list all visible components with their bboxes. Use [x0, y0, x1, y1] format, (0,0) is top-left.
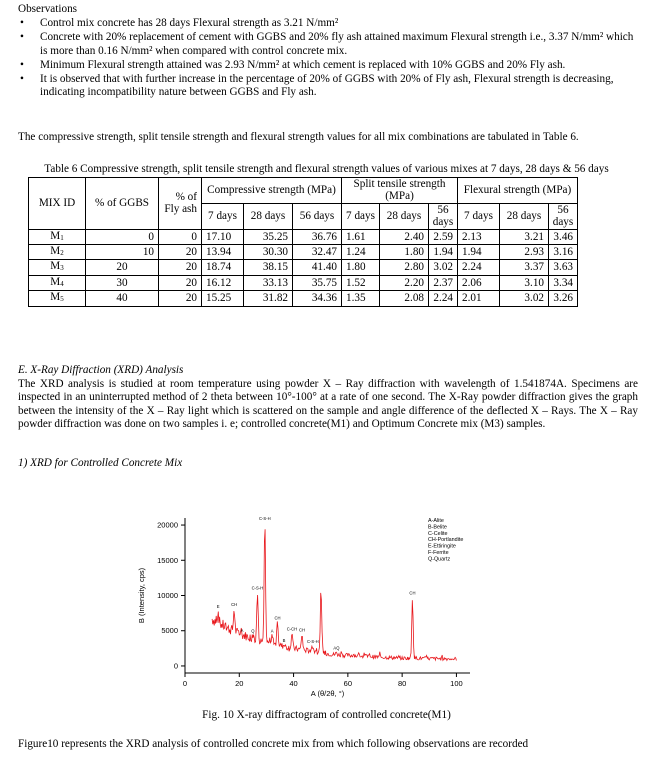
table-row: [29, 229, 578, 244]
ggbs-cell: 0: [86, 229, 159, 244]
section-e-heading: E. X-Ray Diffraction (XRD) Analysis: [18, 364, 184, 376]
age-header: 56 days: [549, 203, 578, 229]
ggbs-cell: 20: [86, 260, 159, 275]
value-cell: 3.21: [500, 229, 549, 244]
value-cell: 1.24: [342, 245, 380, 260]
value-cell: 1.52: [342, 275, 380, 290]
xrd-trace: [212, 529, 456, 660]
group-header-flexural: Flexural strength (MPa): [458, 178, 578, 204]
legend-entry: B-Belite: [428, 524, 447, 531]
legend-entry: CH-Portlandite: [428, 537, 464, 544]
value-cell: 31.82: [244, 291, 293, 306]
peak-label: C-S-H: [258, 515, 271, 521]
bullet-text: Minimum Flexural strength attained was 2.93 N/mm² at which cement is replaced with 10% GGBS and 20% Fly ash.: [40, 58, 566, 71]
value-cell: 33.13: [244, 275, 293, 290]
col-header-ggbs: % of GGBS: [86, 178, 159, 230]
value-cell: 38.15: [244, 260, 293, 275]
x-tick-label: 20: [235, 679, 244, 688]
peak-label: C-S-H: [307, 639, 319, 645]
value-cell: 16.12: [202, 275, 244, 290]
value-cell: 41.40: [293, 260, 342, 275]
value-cell: 2.24: [429, 291, 458, 306]
bullet-text: Concrete with 20% replacement of cement with GGBS and 20% fly ash attained maximum Flexural strength i.e., 3.37 N/mm² which is more than 0.16 N/mm² when compared with control concrete mix.: [40, 31, 634, 57]
xrd-paragraph: The XRD analysis is studied at room temperature using powder X – Ray diffraction with wavelength of 1.541874A. Specimens are inspected in an uninterrupted method of 2 theta between 10°-100° at a rate of one second. The X-Ray powder diffraction gives the graph between the intensity of the X – Ray light which is scattered on the sample and angle difference of the deflected X – Rays. The X – Ray powder diffraction was done on two samples i. e; controlled concrete(M1) and Optimum Concrete mix (M3) samples.: [18, 378, 638, 430]
peak-label: CH: [231, 601, 238, 607]
flyash-cell: 20: [159, 260, 202, 275]
legend-entry: F-Ferrite: [428, 550, 449, 556]
table-row: [29, 275, 578, 290]
group-header-split-tensile: Split tensile strength (MPa): [342, 178, 458, 204]
value-cell: 35.25: [244, 229, 293, 244]
value-cell: 3.34: [549, 275, 578, 290]
value-cell: 13.94: [202, 245, 244, 260]
flyash-cell: 20: [159, 245, 202, 260]
value-cell: 3.63: [549, 260, 578, 275]
value-cell: 2.01: [458, 291, 500, 306]
value-cell: 2.08: [380, 291, 429, 306]
subsection-heading: 1) XRD for Controlled Concrete Mix: [18, 457, 183, 469]
observations-title: Observations: [18, 3, 78, 15]
x-tick-label: 80: [397, 679, 407, 688]
legend-entry: Q-Quartz: [428, 556, 451, 563]
flyash-cell: 20: [159, 291, 202, 306]
y-tick-label: 15000: [157, 555, 178, 565]
group-header-compressive: Compressive strength (MPa): [202, 178, 342, 204]
age-header: 7 days: [342, 203, 380, 229]
value-cell: 3.10: [500, 275, 549, 290]
xrd-chart: [128, 510, 508, 698]
bullet-text: Control mix concrete has 28 days Flexural strength as 3.21 N/mm²: [40, 17, 339, 29]
list-item: [18, 73, 643, 100]
peak-label: CH: [298, 627, 306, 633]
x-tick-label: 100: [450, 679, 463, 688]
value-cell: 34.36: [293, 291, 342, 306]
value-cell: 1.61: [342, 229, 380, 244]
value-cell: 2.93: [500, 245, 549, 260]
flyash-cell: 0: [159, 229, 202, 244]
after-figure-paragraph: Figure10 represents the XRD analysis of controlled concrete mix from which following observations are recorded: [18, 738, 529, 750]
peak-label: A: [270, 628, 274, 634]
peak-label: AQ: [333, 645, 340, 651]
value-cell: 2.80: [380, 260, 429, 275]
value-cell: 2.24: [458, 260, 500, 275]
value-cell: 3.16: [549, 245, 578, 260]
value-cell: 3.02: [500, 291, 549, 306]
bullet-text: It is observed that with further increase in the percentage of 20% of GGBS with 20% of Fly ash, Flexural strength is decreasing, indicating incompatibility nature between GGBS and Fly ash.: [40, 73, 614, 99]
peak-label: A: [240, 627, 244, 633]
age-header: 28 days: [380, 203, 429, 229]
y-tick-label: 0: [173, 661, 178, 671]
ggbs-cell: 40: [86, 291, 159, 306]
value-cell: 2.06: [458, 275, 500, 290]
age-header: 28 days: [500, 203, 549, 229]
table-caption: Table 6 Compressive strength, split tensile strength and flexural strength values of various mixes at 7 days, 28 days & 56 days: [44, 163, 609, 175]
legend-entry: E-Ettiringite: [428, 543, 456, 550]
ggbs-cell: 30: [86, 275, 159, 290]
value-cell: 1.35: [342, 291, 380, 306]
bullet-icon: •: [20, 58, 24, 71]
x-tick-label: 60: [343, 679, 353, 688]
table-intro-paragraph: The compressive strength, split tensile strength and flexural strength values for all mix combinations are tabulated in Table 6.: [18, 131, 579, 143]
value-cell: 1.94: [458, 245, 500, 260]
mix-id-cell: $M_5$: [29, 291, 86, 306]
peak-label: CH: [274, 615, 281, 621]
peak-label: CH: [409, 590, 416, 596]
list-item: [18, 17, 643, 30]
legend-entry: C-Celite: [428, 530, 448, 537]
x-tick-label: 40: [289, 679, 298, 688]
y-axis-title: B (Intensity, cps): [137, 567, 146, 624]
value-cell: 1.80: [342, 260, 380, 275]
list-item: [18, 31, 643, 58]
figure-caption: Fig. 10 X-ray diffractogram of controlled concrete(M1): [202, 709, 451, 721]
age-header: 28 days: [244, 203, 293, 229]
value-cell: 18.74: [202, 260, 244, 275]
bullet-icon: •: [20, 17, 24, 29]
table-row: [29, 260, 578, 275]
age-header: 7 days: [202, 203, 244, 229]
age-header: 56 days: [293, 203, 342, 229]
value-cell: 35.75: [293, 275, 342, 290]
value-cell: 2.37: [429, 275, 458, 290]
value-cell: 3.37: [500, 260, 549, 275]
mix-id-cell: $M_1$: [29, 229, 86, 244]
bullet-icon: •: [20, 31, 24, 44]
col-header-flyash: % of Fly ash: [159, 178, 202, 230]
mix-id-cell: $M_3$: [29, 260, 86, 275]
ggbs-cell: 10: [86, 245, 159, 260]
y-tick-label: 20000: [157, 520, 178, 530]
table-row: [29, 245, 578, 260]
value-cell: 30.30: [244, 245, 293, 260]
peak-label: E: [216, 604, 220, 609]
peak-label: Q: [251, 628, 255, 634]
table-header-row: [29, 178, 578, 204]
table-row: [29, 291, 578, 306]
value-cell: 2.40: [380, 229, 429, 244]
legend-entry: A-Alite: [428, 518, 444, 524]
value-cell: 3.26: [549, 291, 578, 306]
bullet-icon: •: [20, 73, 24, 86]
list-item: [18, 59, 643, 72]
col-header-mix-id: MIX ID: [29, 178, 86, 230]
strength-table: [28, 177, 578, 307]
mix-id-cell: $M_4$: [29, 275, 86, 290]
value-cell: 15.25: [202, 291, 244, 306]
observations-list: [18, 17, 643, 101]
flyash-cell: 20: [159, 275, 202, 290]
peak-label: C-S-H: [251, 585, 264, 591]
value-cell: 32.47: [293, 245, 342, 260]
y-tick-label: 5000: [161, 626, 178, 636]
value-cell: 3.02: [429, 260, 458, 275]
value-cell: 2.20: [380, 275, 429, 290]
peak-label: B: [282, 637, 286, 643]
value-cell: 17.10: [202, 229, 244, 244]
age-header: 7 days: [458, 203, 500, 229]
x-tick-label: 0: [182, 679, 188, 688]
peak-label: C-CH: [286, 626, 298, 632]
value-cell: 3.46: [549, 229, 578, 244]
y-tick-label: 10000: [157, 591, 178, 600]
age-header: 56 days: [429, 203, 458, 229]
value-cell: 1.80: [380, 245, 429, 260]
value-cell: 2.59: [429, 229, 458, 244]
mix-id-cell: $M_2$: [29, 245, 86, 260]
x-axis-title: A (θ/2θ, °): [310, 689, 345, 698]
value-cell: 36.76: [293, 229, 342, 244]
value-cell: 1.94: [429, 245, 458, 260]
value-cell: 2.13: [458, 229, 500, 244]
